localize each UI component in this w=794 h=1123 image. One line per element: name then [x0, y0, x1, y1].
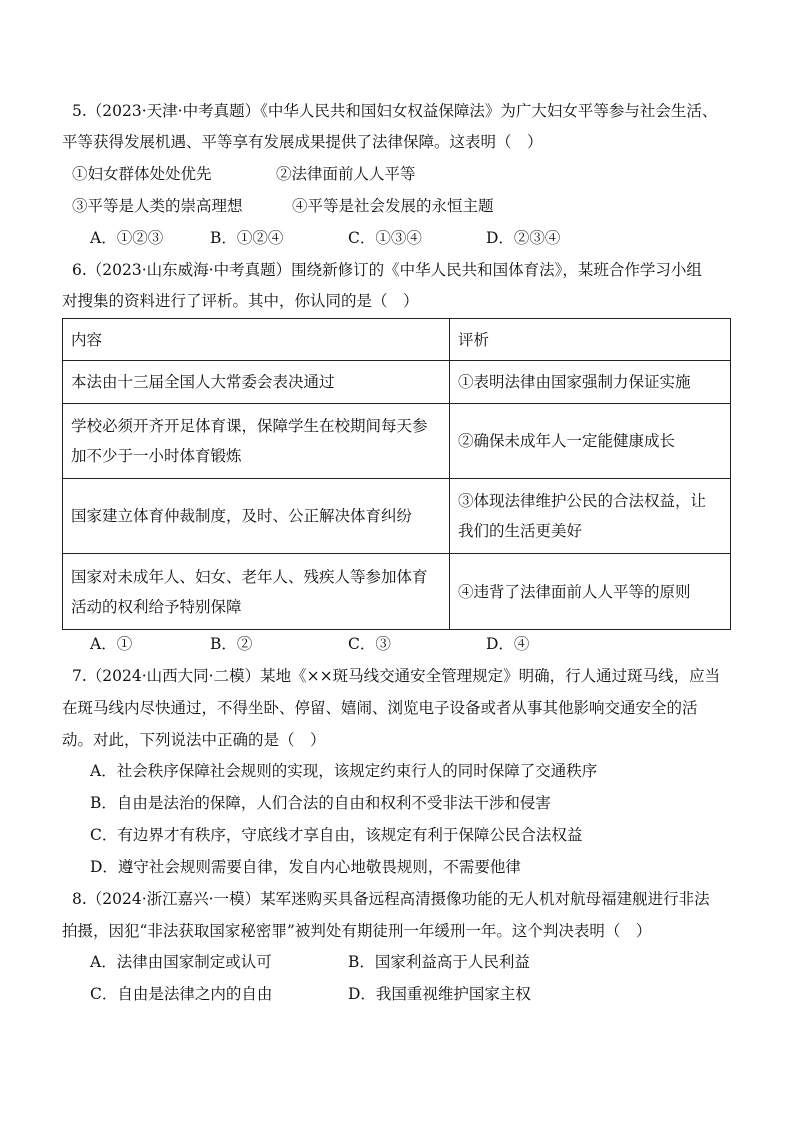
- table-header-row: [63, 319, 731, 361]
- table-cell-content: 学校必须开齐开足体育课，保障学生在校期间每天参 加不少于一小时体育锻炼: [63, 404, 450, 479]
- table-cell-content: 本法由十三届全国人大常委会表决通过: [63, 361, 450, 404]
- q5-statement-2: ②法律面前人人平等: [276, 165, 416, 183]
- q5-statement-3: ③平等是人类的崇高理想: [72, 197, 243, 215]
- table-cell-analysis: ③体现法律维护公民的合法权益，让 我们的生活更美好: [450, 479, 731, 554]
- q7-stem-line-1: 7.（2024·山西大同·二模）某地《××斑马线交通安全管理规定》明确，行人通过斑马线，应当: [72, 667, 721, 685]
- q8-option-d: D．我国重视维护国家主权: [348, 985, 531, 1003]
- q7-option-c: C．有边界才有秩序，守底线才享自由，该规定有利于保障公民合法权益: [90, 826, 583, 844]
- q6-option-a: A．①: [90, 635, 133, 653]
- q5-stem-line-1: 5.（2023·天津·中考真题）《中华人民共和国妇女权益保障法》为广大妇女平等参与社会生活、: [72, 102, 718, 120]
- q6-option-d: D．④: [486, 635, 530, 653]
- q5-statement-1: ①妇女群体处处优先: [72, 165, 212, 183]
- table-row: [63, 361, 731, 404]
- q8-option-b: B．国家利益高于人民利益: [348, 953, 530, 971]
- q8-option-c: C．自由是法律之内的自由: [90, 985, 273, 1003]
- q6-option-c: C．③: [348, 635, 391, 653]
- q7-option-a: A．社会秩序保障社会规则的实现，该规定约束行人的同时保障了交通秩序: [90, 762, 598, 780]
- q6-stem-line-2: 对搜集的资料进行了评析。其中，你认同的是（ ）: [62, 292, 419, 310]
- q5-stem-line-2: 平等获得发展机遇、平等享有发展成果提供了法律保障。这表明（ ）: [62, 133, 543, 151]
- q5-option-c: C．①③④: [348, 229, 422, 247]
- table-row: [63, 554, 731, 630]
- table-cell-content: 国家建立体育仲裁制度，及时、公正解决体育纠纷: [63, 479, 450, 554]
- table-cell-analysis: ④违背了法律面前人人平等的原则: [450, 554, 731, 630]
- table-cell-analysis: ①表明法律由国家强制力保证实施: [450, 361, 731, 404]
- table-row: [63, 404, 731, 479]
- q8-option-a: A．法律由国家制定或认可: [90, 953, 272, 971]
- table-cell-content: 国家对未成年人、妇女、老年人、残疾人等参加体育 活动的权利给予特别保障: [63, 554, 450, 630]
- q7-stem-line-3: 动。对此，下列说法中正确的是（ ）: [62, 731, 326, 749]
- table-header-analysis: 评析: [450, 319, 731, 361]
- q6-stem-line-1: 6.（2023·山东威海·中考真题）围绕新修订的《中华人民共和国体育法》，某班合作学习小组: [72, 261, 702, 279]
- q5-option-b: B．①②④: [210, 229, 284, 247]
- q8-stem-line-2: 拍摄，因犯“非法获取国家秘密罪”被判处有期徒刑一年缓刑一年。这个判决表明（ ）: [62, 922, 652, 940]
- q7-option-d: D．遵守社会规则需要自律，发自内心地敬畏规则，不需要他律: [90, 858, 521, 876]
- table-header-content: 内容: [63, 319, 450, 361]
- q8-stem-line-1: 8.（2024·浙江嘉兴·一模）某军迷购买具备远程高清摄像功能的无人机对航母福建舰进行非法: [72, 890, 710, 908]
- q7-stem-line-2: 在斑马线内尽快通过，不得坐卧、停留、嬉闹、浏览电子设备或者从事其他影响交通安全的活: [62, 699, 698, 717]
- q5-option-d: D．②③④: [486, 229, 561, 247]
- q5-statement-4: ④平等是社会发展的永恒主题: [292, 197, 494, 215]
- table-row: [63, 479, 731, 554]
- q6-analysis-table: [62, 318, 731, 630]
- q6-option-b: B．②: [210, 635, 253, 653]
- q7-option-b: B．自由是法治的保障，人们合法的自由和权利不受非法干涉和侵害: [90, 794, 551, 812]
- q5-option-a: A．①②③: [90, 229, 164, 247]
- table-cell-analysis: ②确保未成年人一定能健康成长: [450, 404, 731, 479]
